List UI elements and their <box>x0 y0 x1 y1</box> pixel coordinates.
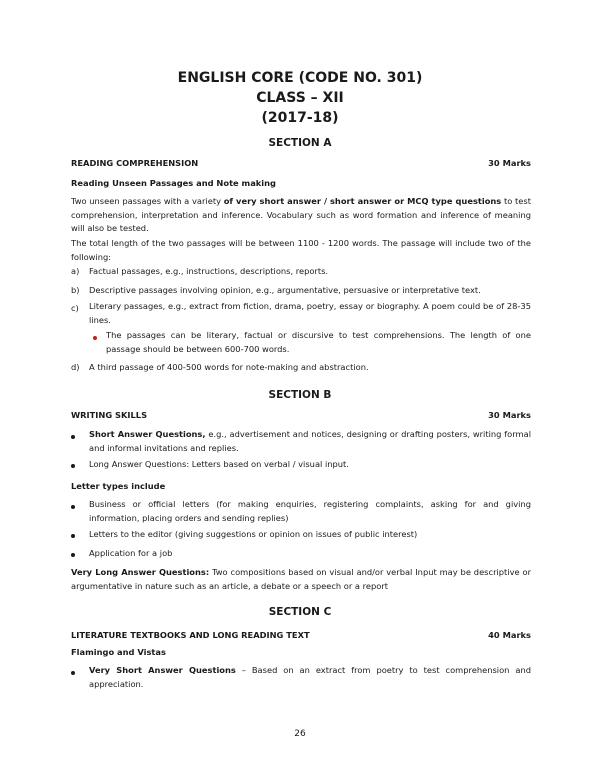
section-b-title: SECTION B <box>268 389 332 401</box>
section-b-bullet-2: Long Answer Questions: Letters based on verbal / visual input. <box>89 459 349 469</box>
bullet-icon <box>71 464 75 468</box>
list-item-c: Literary passages, e.g., extract from fiction, drama, poetry, essay or biography. A poem could be of 28-35 lines. <box>89 301 531 325</box>
section-c-bullet-1: Very Short Answer Questions – Based on an extract from poetry to test comprehension and appreciation. <box>89 665 531 689</box>
bullet-icon <box>71 505 75 509</box>
document-year: (2017-18) <box>261 110 339 126</box>
list-label-c: c) <box>71 303 79 313</box>
bullet-icon <box>71 534 75 538</box>
document-class: CLASS – XII <box>256 90 344 106</box>
section-c-heading: LITERATURE TEXTBOOKS AND LONG READING TEXT <box>71 630 310 640</box>
section-a-marks: 30 Marks <box>488 158 531 168</box>
section-a-heading-row <box>71 158 531 168</box>
list-item-b: Descriptive passages involving opinion, e.g., argumentative, persuasive or interpretative text. <box>89 285 481 295</box>
bullet-icon <box>71 671 75 675</box>
section-a-title: SECTION A <box>268 137 332 149</box>
letter-type-2: Letters to the editor (giving suggestions or opinion on issues of public interest) <box>89 529 418 539</box>
bullet-icon <box>71 553 75 557</box>
letter-types-heading: Letter types include <box>71 481 166 491</box>
list-label-b: b) <box>71 285 80 295</box>
letter-type-1: Business or official letters (for making enquiries, registering complaints, asking for and giving information, placing orders and sending replies) <box>89 499 531 523</box>
section-b-marks: 30 Marks <box>488 410 531 420</box>
section-a-paragraph-2: The total length of the two passages will be between 1100 - 1200 words. The passage will include two of the following: <box>71 238 531 262</box>
section-b-bullet-1: Short Answer Questions, e.g., advertisement and notices, designing or drafting posters, writing formal and informal invitations and replies. <box>89 429 531 453</box>
list-item-d: A third passage of 400-500 words for note-making and abstraction. <box>89 362 369 372</box>
list-label-a: a) <box>71 266 80 276</box>
red-bullet-icon <box>93 336 97 340</box>
list-item-a: Factual passages, e.g., instructions, descriptions, reports. <box>89 266 329 276</box>
list-label-d: d) <box>71 362 80 372</box>
very-long-answer-paragraph: Very Long Answer Questions: Two compositions based on visual and/or verbal Input may be descriptive or argumentative in nature such as an article, a debate or a speech or a report <box>71 567 531 591</box>
section-c-marks: 40 Marks <box>488 630 531 640</box>
section-b-heading-row <box>71 410 531 420</box>
section-b-heading: WRITING SKILLS <box>71 410 148 420</box>
section-c-subheading: Flamingo and Vistas <box>71 647 166 657</box>
section-c-title: SECTION C <box>268 606 332 618</box>
page-number: 26 <box>294 729 306 739</box>
section-a-paragraph-1: Two unseen passages with a variety of very short answer / short answer or MCQ type questions to test comprehension, interpretation and inference. Vocabulary such as word formation and inference of meaning will also be tested. <box>71 196 531 233</box>
letter-type-3: Application for a job <box>89 548 173 558</box>
section-a-subheading: Reading Unseen Passages and Note making <box>71 178 276 188</box>
sub-bullet-text: The passages can be literary, factual or discursive to test comprehensions. The length of one passage should be between 600-700 words. <box>106 330 531 354</box>
document-title: ENGLISH CORE (CODE NO. 301) <box>177 70 423 86</box>
section-c-heading-row <box>71 630 531 640</box>
bullet-icon <box>71 435 75 439</box>
section-a-heading: READING COMPREHENSION <box>71 158 199 168</box>
